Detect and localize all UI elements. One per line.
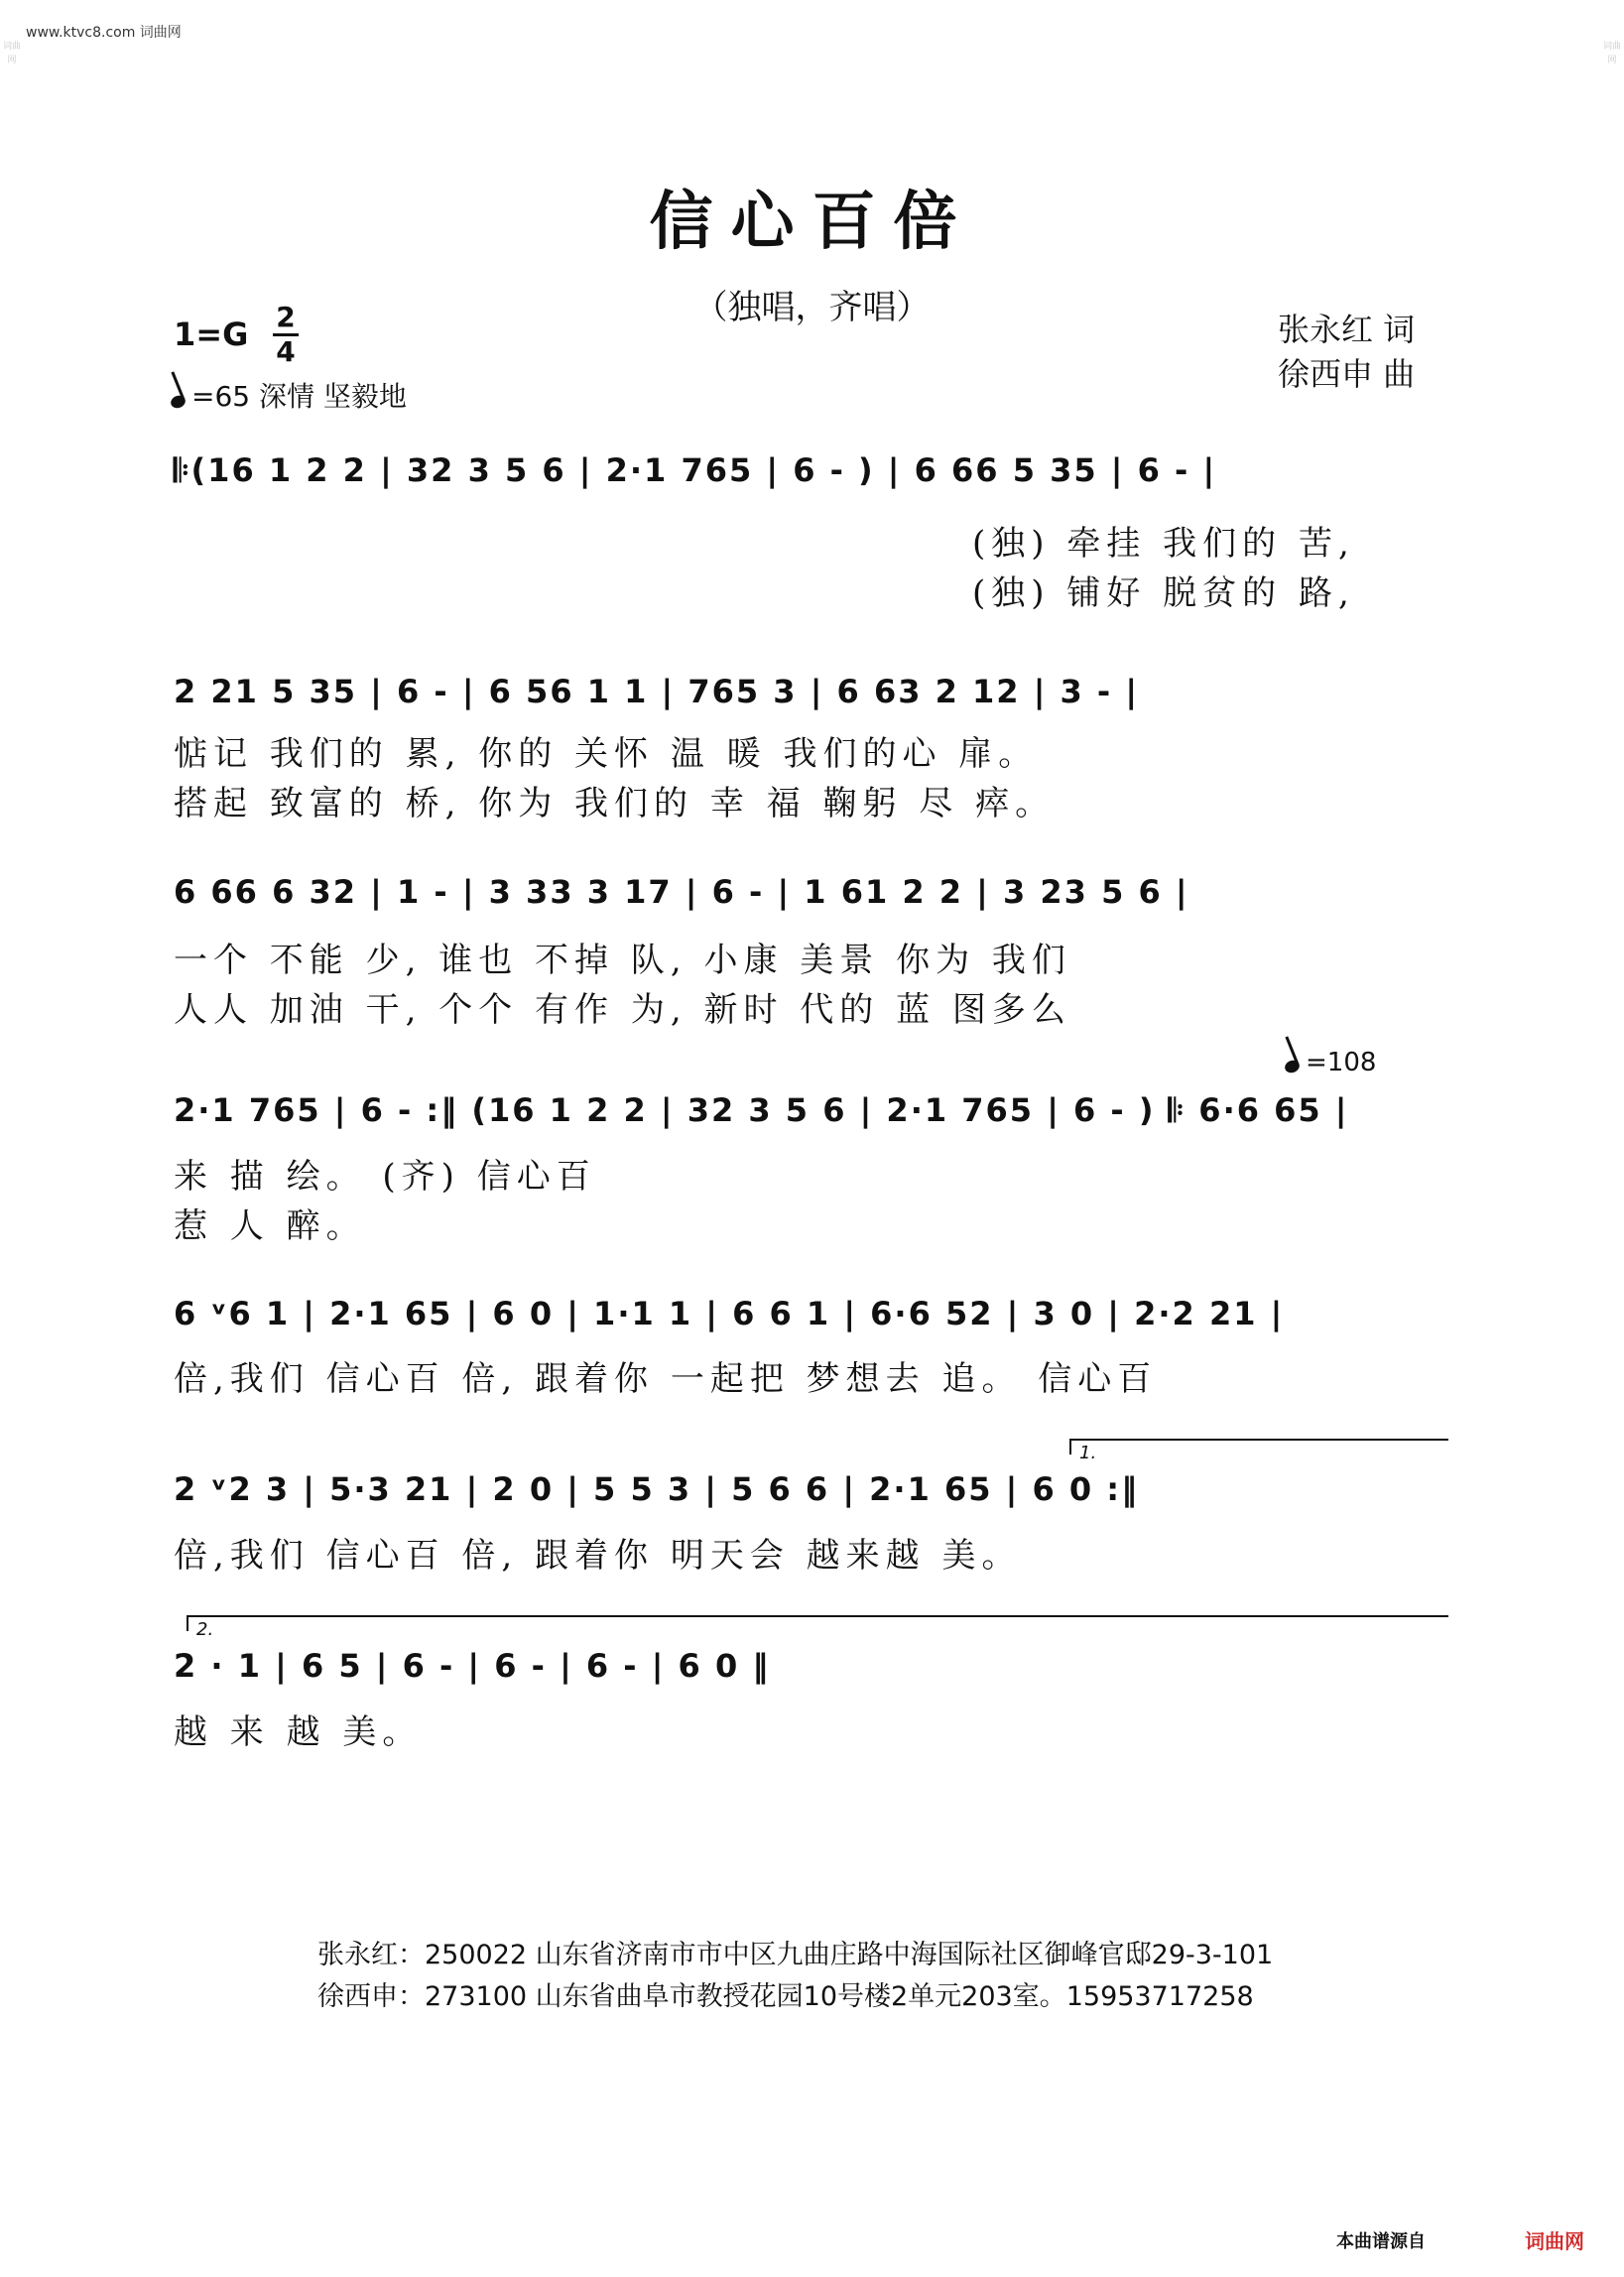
lyric-line-4a: 来 描 绘。 (齐) 信心百 <box>174 1157 596 1197</box>
time-signature-top: 2 <box>276 301 296 333</box>
credits <box>1278 308 1415 397</box>
lyric-line-4b: 惹 人 醉。 <box>174 1206 366 1246</box>
right-edge-watermark: 词曲网 <box>1603 42 1622 65</box>
tempo-change-text: =108 <box>1306 1048 1377 1077</box>
time-signature-bottom: 4 <box>276 335 296 368</box>
lyric-line-7: 越 来 越 美。 <box>174 1712 423 1752</box>
notation-line-6: 2 ᵛ2 3 | 5·3 21 | 2 0 | 5 5 3 | 5 6 6 | 2·1 65 | 6 0 :‖ <box>174 1470 1140 1508</box>
left-edge-watermark: 词曲网 <box>3 42 22 65</box>
second-ending-label: 2. <box>196 1619 214 1640</box>
quarter-note-icon <box>1283 1059 1301 1075</box>
time-signature <box>273 301 299 368</box>
tempo-marking <box>171 375 407 415</box>
notation-line-4: 2·1 765 | 6 - :‖ (16 1 2 2 | 32 3 5 6 | 2·1 765 | 6 - ) 𝄆 6·6 65 | <box>174 1091 1349 1129</box>
song-subtitle: （独唱，齐唱） <box>693 288 931 327</box>
footer-source-label: 本曲谱源自 <box>1336 2231 1426 2252</box>
site-url-watermark: www.ktvc8.com 词曲网 <box>26 25 182 41</box>
lyric-line-6: 倍,我们 信心百 倍, 跟着你 明天会 越来越 美。 <box>174 1536 1022 1576</box>
lyric-line-1b: (独) 铺好 脱贫的 路, <box>972 573 1355 613</box>
second-ending-bracket <box>187 1615 1448 1640</box>
lyric-line-2b: 搭起 致富的 桥, 你为 我们的 幸 福 鞠躬 尽 瘁。 <box>174 784 1056 823</box>
composer-credit: 徐西申 曲 <box>1278 355 1416 393</box>
tempo-text: =65 深情 坚毅地 <box>191 380 407 413</box>
lyric-line-3a: 一个 不能 少, 谁也 不掉 队, 小康 美景 你为 我们 <box>174 941 1071 980</box>
quarter-note-icon <box>169 394 187 411</box>
lyric-line-5: 倍,我们 信心百 倍, 跟着你 一起把 梦想去 追。 信心百 <box>174 1359 1158 1399</box>
song-title: 信心百倍 <box>649 185 975 259</box>
tempo-change <box>1285 1048 1376 1077</box>
lyric-line-3b: 人人 加油 干, 个个 有作 为, 新时 代的 蓝 图多么 <box>174 990 1071 1030</box>
key-signature: 1=G <box>174 316 249 353</box>
lyricist-credit: 张永红 词 <box>1278 311 1416 348</box>
notation-line-2: 2 21 5 35 | 6 - | 6 56 1 1 | 765 3 | 6 63 2 12 | 3 - | <box>174 673 1140 710</box>
first-ending-label: 1. <box>1079 1443 1097 1463</box>
lyric-line-1a: (独) 牵挂 我们的 苦, <box>972 524 1355 564</box>
notation-line-5: 6 ᵛ6 1 | 2·1 65 | 6 0 | 1·1 1 | 6 6 1 | 6·6 52 | 3 0 | 2·2 21 | <box>174 1295 1285 1332</box>
notation-line-7: 2 · 1 | 6 5 | 6 - | 6 - | 6 - | 6 0 ‖ <box>174 1647 771 1685</box>
footer-brand-logo: 词曲网 <box>1525 2229 1584 2253</box>
notation-line-1: 𝄆(16 1 2 2 | 32 3 5 6 | 2·1 765 | 6 - ) | 6 66 5 35 | 6 - | <box>174 451 1217 489</box>
first-ending-bracket <box>1069 1439 1448 1463</box>
lyric-line-2a: 惦记 我们的 累, 你的 关怀 温 暖 我们的心 扉。 <box>174 734 1039 774</box>
contact-info <box>317 1935 1273 2018</box>
contact-lyricist: 张永红：250022 山东省济南市市中区九曲庄路中海国际社区御峰官邸29-3-101 <box>317 1940 1274 1970</box>
notation-line-3: 6 66 6 32 | 1 - | 3 33 3 17 | 6 - | 1 61 2 2 | 3 23 5 6 | <box>174 873 1189 911</box>
contact-composer: 徐西申：273100 山东省曲阜市教授花园10号楼2单元203室。15953717258 <box>317 1981 1254 2012</box>
